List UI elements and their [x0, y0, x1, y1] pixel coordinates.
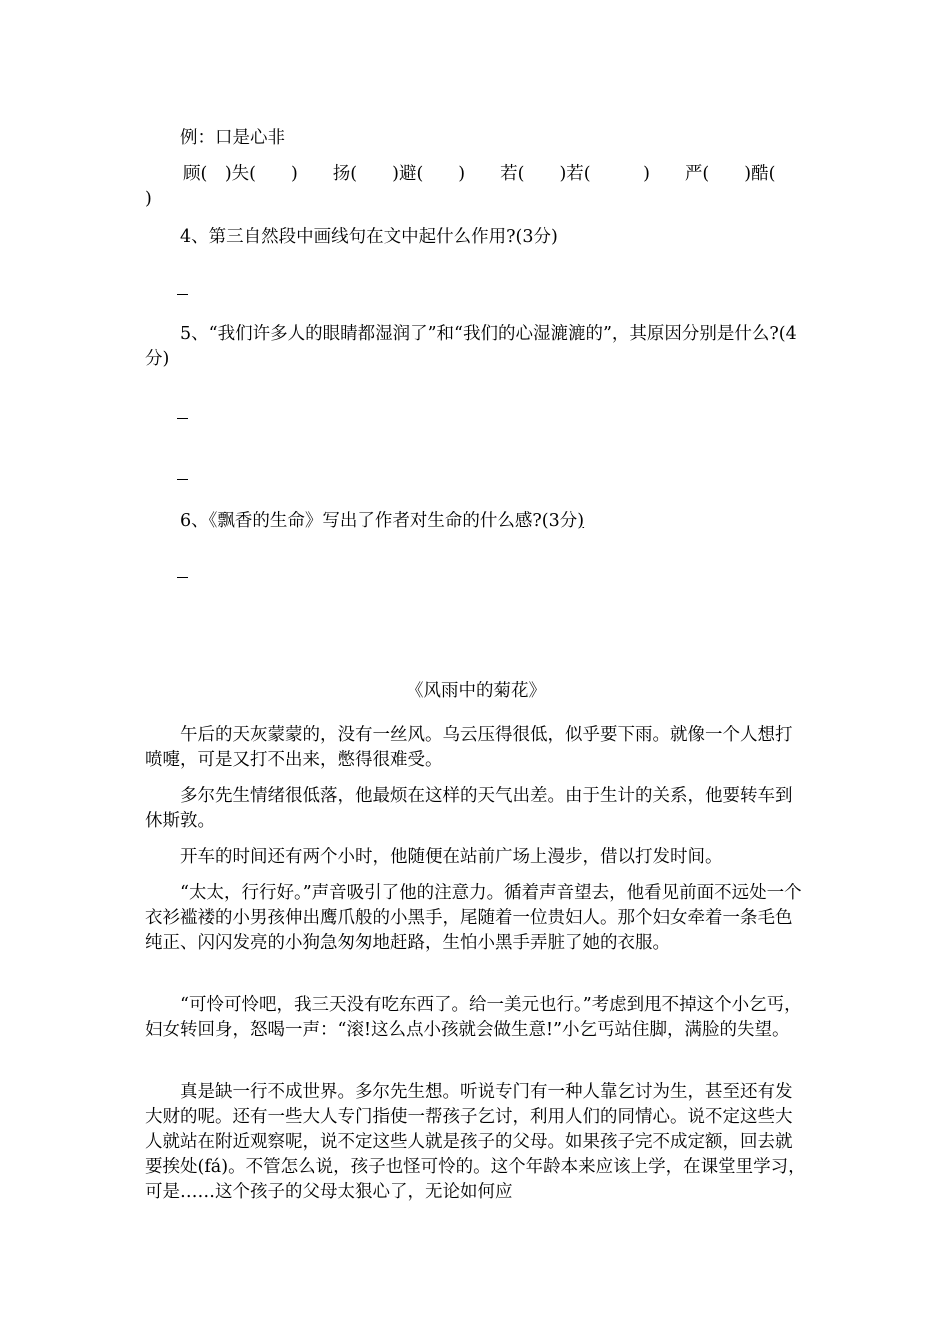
article-paragraph-5: “可怜可怜吧，我三天没有吃东西了。给一美元也行。”考虑到甩不掉这个小乞丐，妇女转回身，怒喝一声：“滚!这么点小孩就会做生意!”小乞丐站住脚，满脸的失望。: [145, 995, 802, 1040]
idiom-blanks-tail: ): [145, 189, 152, 209]
article-paragraph-2: 多尔先生情绪很低落，他最烦在这样的天气出差。由于生计的关系，他要转车到休斯敦。: [145, 786, 793, 831]
article-paragraph-6: 真是缺一行不成世界。多尔先生想。听说专门有一种人靠乞讨为生，甚至还有发大财的呢。还有一些大人专门指使一帮孩子乞讨，利用人们的同情心。说不定这些大人就站在附近观察呢，说不定这些人就是孩子的父母。如果孩子完不成定额，回去就要挨处(fá)。不管怎么说，孩子也怪可怜的。这个年龄本来应该上学，在课堂里学习，可是……这个孩子的父母太狠心了，无论如何应: [145, 1082, 806, 1202]
question-6-text: 6、《飘香的生命》写出了作者对生命的什么感?(3分: [180, 511, 578, 531]
article-paragraph-1: 午后的天灰蒙蒙的，没有一丝风。乌云压得很低，似乎要下雨。就像一个人想打喷嚏，可是又打不出来，憋得很难受。: [145, 725, 793, 770]
idiom-blanks-line: 顾( )失( ) 扬( )避( ) 若( )若( ) 严( )酷(: [183, 164, 776, 184]
article-paragraph-3: 开车的时间还有两个小时，他随便在站前广场上漫步，借以打发时间。: [180, 847, 723, 867]
question-6-tail: ): [577, 511, 585, 531]
example-line: 例：口是心非: [180, 128, 285, 148]
question-5: 5、“我们许多人的眼睛都湿润了”和“我们的心湿漉漉的”，其原因分别是什么?(4分): [145, 324, 797, 369]
answer-line-q4[interactable]: [177, 294, 188, 295]
question-6: [145, 509, 807, 534]
idiom-blanks: [145, 162, 807, 212]
answer-line-q5-b[interactable]: [177, 479, 188, 480]
question-4: 4、第三自然段中画线句在文中起什么作用?(3分): [180, 227, 558, 247]
answer-line-q6[interactable]: [177, 577, 188, 578]
article-title: 《风雨中的菊花》: [406, 681, 546, 701]
answer-line-q5-a[interactable]: [177, 418, 188, 419]
article-paragraph-4: “太太，行行好。”声音吸引了他的注意力。循着声音望去，他看见前面不远处一个衣衫褴褛的小男孩伸出鹰爪般的小黑手，尾随着一位贵妇人。那个妇女牵着一条毛色纯正、闪闪发亮的小狗急匆匆地赶路，生怕小黑手弄脏了她的衣服。: [145, 883, 802, 953]
